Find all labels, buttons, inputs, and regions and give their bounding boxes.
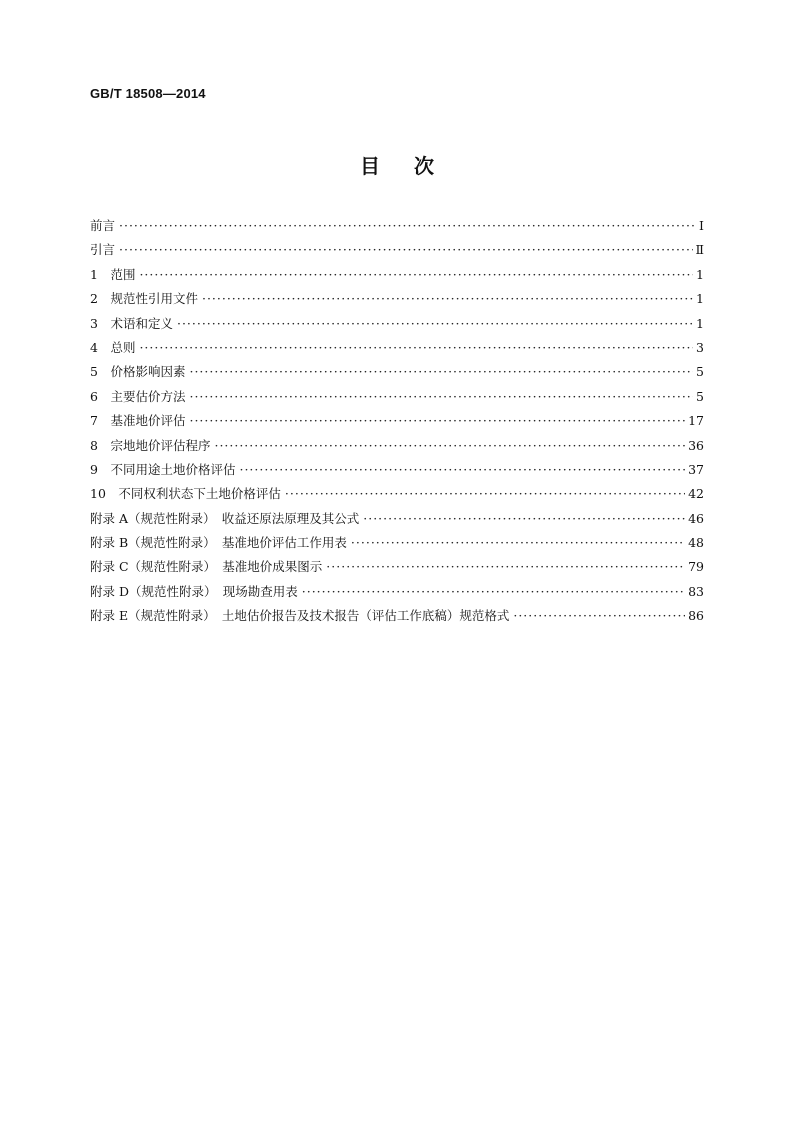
- toc-entry-page: 36: [688, 437, 704, 453]
- toc-entry-page: 1: [696, 291, 704, 307]
- toc-entry-6[interactable]: [90, 385, 704, 409]
- toc-entry-appendix-a[interactable]: [90, 507, 704, 531]
- toc-entry-4[interactable]: [90, 336, 704, 360]
- toc-entry-appendix-d[interactable]: [90, 580, 704, 604]
- toc-entry-label: 附录 D（规范性附录） 现场勘查用表: [90, 583, 298, 599]
- page-title: 目次: [360, 154, 468, 178]
- toc-leader-dots: [302, 580, 685, 604]
- toc-entry-page: Ⅰ: [699, 218, 704, 233]
- toc-leader-dots: [177, 312, 693, 336]
- toc-entry-appendix-c[interactable]: [90, 555, 704, 579]
- toc-entry-label: 附录 B（规范性附录） 基准地价评估工作用表: [90, 535, 347, 551]
- document-code: GB/T 18508—2014: [90, 86, 206, 101]
- toc-entry-appendix-e[interactable]: [90, 604, 704, 628]
- toc-leader-dots: [189, 360, 693, 384]
- toc-leader-dots: [119, 238, 692, 262]
- toc-leader-dots: [139, 336, 693, 360]
- toc-leader-dots: [351, 531, 685, 555]
- toc-entry-9[interactable]: [90, 458, 704, 482]
- toc-entry-page: 37: [688, 461, 704, 477]
- toc-entry-page: 5: [696, 364, 704, 380]
- toc-leader-dots: [202, 287, 693, 311]
- toc-leader-dots: [326, 555, 685, 579]
- toc-entry-label: 5 价格影响因素: [90, 364, 186, 380]
- toc-entry-page: 3: [696, 339, 704, 355]
- toc-entry-label: 附录 A（规范性附录） 收益还原法原理及其公式: [90, 510, 360, 526]
- toc-entry-1[interactable]: [90, 263, 704, 287]
- table-of-contents: [90, 214, 704, 629]
- toc-entry-page: 17: [688, 413, 704, 429]
- toc-leader-dots: [119, 214, 696, 238]
- toc-entry-page: 79: [688, 559, 704, 575]
- toc-entry-label: 4 总则: [90, 339, 136, 355]
- toc-entry-page: Ⅱ: [695, 242, 704, 258]
- toc-entry-label: 3 术语和定义: [90, 315, 173, 331]
- toc-entry-5[interactable]: [90, 360, 704, 384]
- toc-entry-page: 1: [696, 266, 704, 282]
- toc-leader-dots: [139, 263, 693, 287]
- toc-entry-label: 引言: [90, 242, 116, 258]
- toc-entry-page: 83: [688, 583, 704, 599]
- toc-entry-label: 附录 E（规范性附录） 土地估价报告及技术报告（评估工作底稿）规范格式: [90, 608, 510, 624]
- toc-entry-page: 86: [688, 608, 704, 624]
- toc-leader-dots: [513, 604, 685, 628]
- toc-entry-page: 46: [688, 510, 704, 526]
- toc-entry-page: 48: [688, 535, 704, 551]
- toc-entry-2[interactable]: [90, 287, 704, 311]
- toc-entry-label: 10 不同权利状态下土地价格评估: [90, 486, 281, 502]
- toc-entry-3[interactable]: [90, 312, 704, 336]
- toc-entry-label: 6 主要估价方法: [90, 388, 186, 404]
- toc-entry-foreword[interactable]: [90, 214, 704, 238]
- toc-leader-dots: [363, 507, 685, 531]
- toc-entry-10[interactable]: [90, 482, 704, 506]
- toc-leader-dots: [189, 385, 693, 409]
- toc-entry-label: 2 规范性引用文件: [90, 291, 198, 307]
- toc-entry-page: 5: [696, 388, 704, 404]
- toc-entry-8[interactable]: [90, 434, 704, 458]
- toc-entry-label: 9 不同用途土地价格评估: [90, 461, 236, 477]
- toc-entry-label: 7 基准地价评估: [90, 413, 186, 429]
- toc-entry-page: 1: [696, 315, 704, 331]
- toc-entry-label: 1 范围: [90, 266, 136, 282]
- toc-leader-dots: [239, 458, 685, 482]
- toc-entry-7[interactable]: [90, 409, 704, 433]
- toc-leader-dots: [214, 434, 685, 458]
- toc-entry-introduction[interactable]: [90, 238, 704, 262]
- toc-entry-label: 前言: [90, 218, 116, 233]
- toc-entry-label: 附录 C（规范性附录） 基准地价成果图示: [90, 559, 323, 575]
- toc-leader-dots: [189, 409, 685, 433]
- toc-entry-appendix-b[interactable]: [90, 531, 704, 555]
- toc-leader-dots: [285, 482, 685, 506]
- toc-entry-label: 8 宗地地价评估程序: [90, 437, 211, 453]
- toc-entry-page: 42: [688, 486, 704, 502]
